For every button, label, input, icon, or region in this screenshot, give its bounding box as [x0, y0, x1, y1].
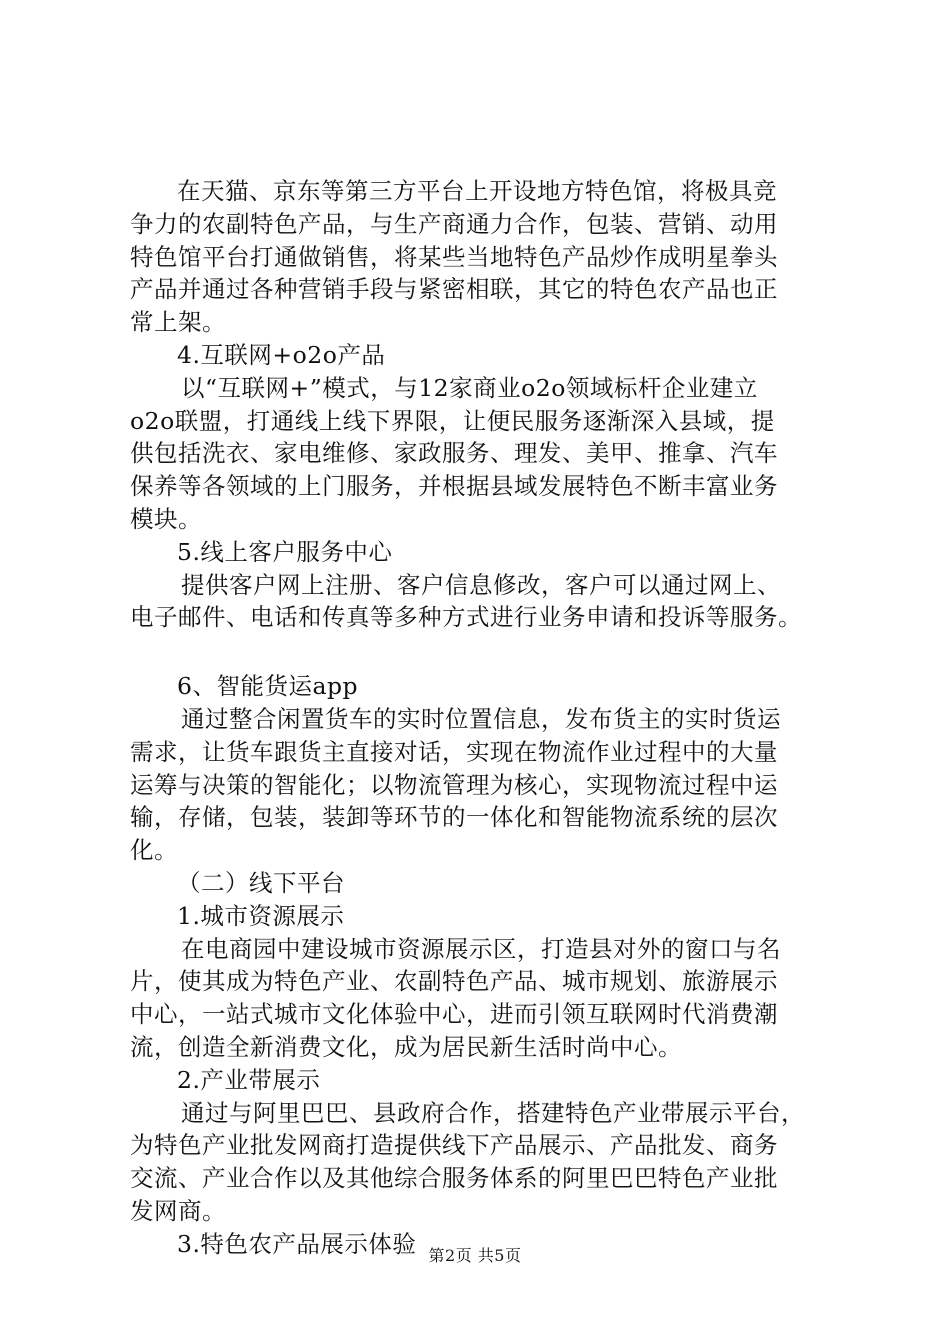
paragraph-line: 争力的农副特色产品，与生产商通力合作，包装、营销、动用 — [130, 209, 778, 238]
paragraph-line: 供包括洗衣、家电维修、家政服务、理发、美甲、推拿、汽车 — [130, 439, 778, 468]
paragraph-line: 为特色产业批发网商打造提供线下产品展示、产品批发、商务 — [130, 1131, 778, 1160]
paragraph-line: 特色馆平台打通做销售，将某些当地特色产品炒作成明星拳头 — [130, 242, 778, 271]
section-heading: 3.特色农产品展示体验 — [177, 1229, 417, 1258]
paragraph-line: 提供客户网上注册、客户信息修改，客户可以通过网上、 — [181, 570, 781, 599]
paragraph-line: 运筹与决策的智能化；以物流管理为核心，实现物流过程中运 — [130, 770, 778, 799]
paragraph-line: 通过整合闲置货车的实时位置信息，发布货主的实时货运 — [181, 704, 781, 733]
section-heading: （二）线下平台 — [177, 868, 345, 897]
section-heading: 1.城市资源展示 — [177, 901, 345, 930]
paragraph-line: 常上架。 — [130, 308, 226, 337]
paragraph-line: 流，创造全新消费文化，成为居民新生活时尚中心。 — [130, 1032, 682, 1061]
paragraph-gap — [130, 634, 842, 670]
section-heading: 4.互联网+o2o产品 — [177, 340, 386, 369]
paragraph-line: 化。 — [130, 836, 178, 865]
paragraph-line: 产品并通过各种营销手段与紧密相联，其它的特色农产品也正 — [130, 275, 778, 304]
section-heading: 2.产业带展示 — [177, 1065, 321, 1094]
paragraph-line: 输，存储，包装，装卸等环节的一体化和智能物流系统的层次 — [130, 803, 778, 832]
paragraph-line: 以“互联网+”模式，与12家商业o2o领域标杆企业建立 — [181, 373, 758, 402]
paragraph-line: 需求，让货车跟货主直接对话，实现在物流作业过程中的大量 — [130, 737, 778, 766]
paragraph-line: 在电商园中建设城市资源展示区，打造县对外的窗口与名 — [181, 934, 781, 963]
paragraph-line: 电子邮件、电话和传真等多种方式进行业务申请和投诉等服务。 — [130, 603, 802, 632]
paragraph-line: 在天猫、京东等第三方平台上开设地方特色馆，将极具竞 — [177, 177, 777, 205]
paragraph-line: 发网商。 — [130, 1196, 226, 1225]
paragraph-line: 通过与阿里巴巴、县政府合作，搭建特色产业带展示平台， — [181, 1098, 805, 1127]
page-footer: 第2页 共5页 — [428, 1246, 522, 1265]
paragraph-line: o2o联盟，打通线上线下界限，让便民服务逐渐深入县域，提 — [130, 406, 775, 435]
section-heading: 6、智能货运app — [177, 672, 359, 701]
paragraph-line: 交流、产业合作以及其他综合服务体系的阿里巴巴特色产业批 — [130, 1164, 778, 1193]
document-body — [130, 175, 842, 1261]
paragraph-line: 片，使其成为特色产业、农副特色产品、城市规划、旅游展示 — [130, 967, 778, 996]
paragraph-line: 保养等各领域的上门服务，并根据县域发展特色不断丰富业务 — [130, 472, 778, 501]
paragraph-line: 中心，一站式城市文化体验中心，进而引领互联网时代消费潮 — [130, 1000, 778, 1029]
paragraph-line: 模块。 — [130, 504, 202, 533]
section-heading: 5.线上客户服务中心 — [177, 537, 393, 566]
